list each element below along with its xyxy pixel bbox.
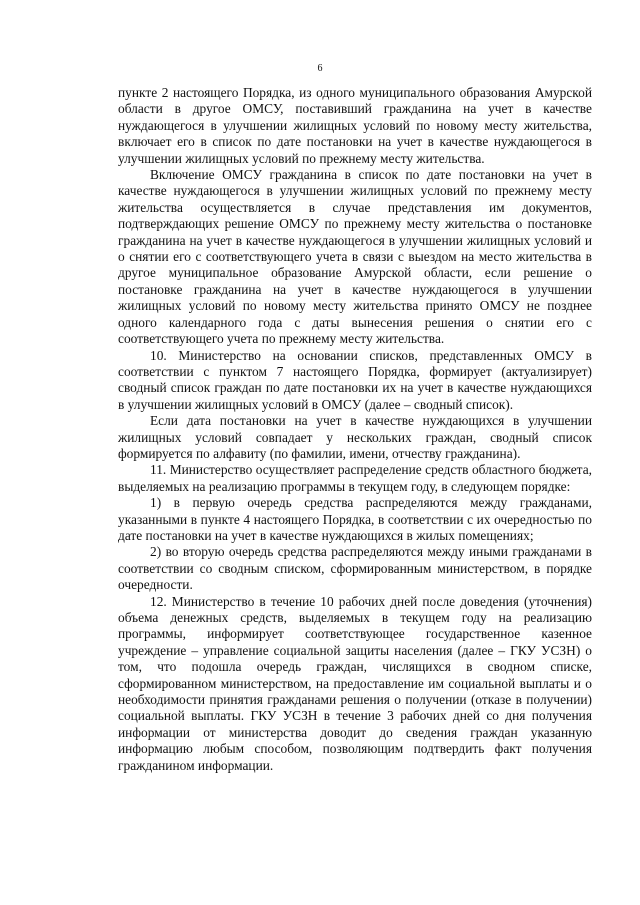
paragraph-inclusion-conditions: Включение ОМСУ гражданина в список по дате постановки на учет в качестве нуждающегося в улучшении жилищных условий по прежнему месту жительства осуществляется в случае представления им документов, подтверждающих решение ОМСУ по прежнему месту жительства о постановке гражданина на учет в качестве нуждающегося в улучшении жилищных условий и о снятии его с соответствующего учета в связи с выездом на место жительства в другое муниципальное образование Амурской области, если решение о постановке гражданина на учет в качестве нуждающегося в улучшении жилищных условий по новому месту жительства принято ОМСУ не позднее одного календарного года с даты вынесения решения о снятии его с соответствующего учета по прежнему месту жительства. xyxy=(118,167,592,347)
paragraph-item-12: 12. Министерство в течение 10 рабочих дней после доведения (уточнения) объема денежных средств, выделяемых в текущем году на реализацию программы, информирует соответствующее государственное казенное учреждение – управление социальной защиты населения (далее – ГКУ УСЗН) о том, что подошла очередь граждан, числящихся в сводном списке, сформированном министерством, на предоставление им социальной выплаты и о необходимости принятия гражданами решения о получении (отказе в получении) социальной выплаты. ГКУ УСЗН в течение 3 рабочих дней со дня получения информации от министерства доводит до сведения граждан указанную информацию любым способом, позволяющим подтвердить факт получения гражданином информации. xyxy=(118,593,592,773)
page-number: 6 xyxy=(317,63,323,74)
paragraph-subitem-1: 1) в первую очередь средства распределяются между гражданами, указанными в пункте 4 настоящего Порядка, в соответствии с их очередностью по дате постановки на учет в качестве нуждающихся в жилых помещениях; xyxy=(118,495,592,543)
paragraph-continuation: пункте 2 настоящего Порядка, из одного муниципального образования Амурской области в другое ОМСУ, поставивший гражданина на учет в качестве нуждающегося в улучшении жилищных условий по новому месту жительства, включает его в список по дате постановки на учет в качестве нуждающегося в улучшении жилищных условий по прежнему месту жительства. xyxy=(118,85,592,166)
paragraph-item-10: 10. Министерство на основании списков, представленных ОМСУ в соответствии с пунктом 7 настоящего Порядка, формирует (актуализирует) сводный список граждан по дате постановки их на учет в качестве нуждающихся в улучшении жилищных условий в ОМСУ (далее – сводный список). xyxy=(118,347,592,412)
paragraph-subitem-2: 2) во вторую очередь средства распределяются между иными гражданами в соответствии со сводным списком, сформированным министерством, в порядке очередности. xyxy=(118,544,592,593)
paragraph-alphabetical-order: Если дата постановки на учет в качестве нуждающихся в улучшении жилищных условий совпадает у нескольких граждан, сводный список формируется по алфавиту (по фамилии, имени, отчеству гражданина). xyxy=(118,413,592,461)
paragraph-item-11: 11. Министерство осуществляет распределение средств областного бюджета, выделяемых на реализацию программы в текущем году, в следующем порядке: xyxy=(118,462,592,494)
document-body xyxy=(118,85,592,774)
